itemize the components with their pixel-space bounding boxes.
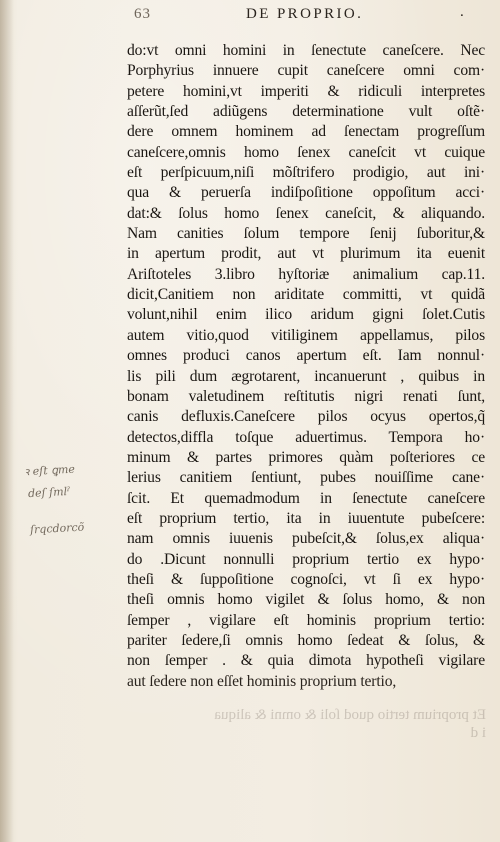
text-line: autem vitio,quod vitiliginem appellamus, pilos: [127, 326, 485, 344]
text-line: detectos,diffla toſque aduertimus. Tempora ho·: [127, 428, 485, 446]
text-line: do .Dicunt nonnulli proprium tertio ex hypo·: [127, 550, 485, 568]
text-line: in apertum prodit, aut vt plurimum ita euenit: [127, 245, 485, 263]
text-line: non ſemper . & quia dimota hypotheſi vigilare: [127, 652, 485, 670]
margin-annotation: ſrqcdorcõ: [29, 520, 85, 537]
running-head: DE PROPRIO.: [246, 6, 364, 22]
page-number: 63: [134, 6, 151, 22]
text-line: eſt proprium tertio, ita in iuuentute pubeſcere:: [127, 509, 485, 527]
gutter-shadow: [0, 0, 14, 842]
text-line: petere homini,vt imperiti & ridiculi interpretes: [127, 82, 485, 100]
text-line: Ariſtoteles 3.libro hyſtoriæ animalium cap.11.: [127, 265, 485, 283]
text-line: qua & peruerſa indiſpoſitione oppoſitum acci·: [127, 184, 485, 202]
text-line: caneſcere,omnis homo ſenex caneſcit vt cuique: [127, 143, 485, 161]
text-line: lerius canitiem ſentiunt, pubes nouiſſime cane·: [127, 469, 485, 487]
text-line: bonam valetudinem reſtitutis nigri renati ſunt,: [127, 387, 485, 405]
text-line: dere omnem hominem ad ſenectam progreſſum: [127, 123, 485, 141]
text-line: volunt,nihil enim ilico aridum gigni ſolet.Cutis: [127, 306, 485, 324]
text-line: nam omnis iuuenis pubeſcit,& ſolus,ex aliqua·: [127, 530, 485, 548]
margin-annotation: ꝛ eſt ꝗme: [23, 462, 76, 479]
text-line: dat:& ſolus homo ſenex caneſcit, & aliquando.: [127, 204, 485, 222]
text-line: dicit,Canitiem non ariditate committi, vt quidã: [127, 286, 485, 304]
text-line: minum & partes primores quàm poſteriores ce: [127, 448, 485, 466]
bleed-line: Et proprium tertio quod ſoli & omni & aliqua: [214, 707, 486, 723]
text-line: Nam canities ſolum tempore ſenij ſuboritur,&: [127, 225, 485, 243]
text-line: pariter ſedere,ſi omnis homo ſedeat & ſolus, &: [127, 631, 485, 649]
text-line: canis defluxis.Caneſcere pilos ocyus opertos,q̃: [127, 408, 485, 426]
body-text: [127, 41, 485, 692]
text-line: eſt perſpicuum,niſi mõſtrifero prodigio, aut ini·: [127, 164, 485, 182]
text-line: ſemper , vigilare eſt hominis proprium tertio:: [127, 611, 485, 629]
text-line: aſſerũt,ſed adiũgens determinatione vult oſtẽ·: [127, 103, 485, 121]
header-mark: .: [460, 4, 464, 20]
text-line: lis pili dum ægrotarent, incanuerunt , quibus in: [127, 367, 485, 385]
bleed-through-text: [126, 706, 486, 742]
text-line: theſi omnis homo vigilet & ſolus homo, & non: [127, 591, 485, 609]
text-line: Porphyrius innuere cupit caneſcere omni com·: [127, 62, 485, 80]
margin-annotation: deſ ſmlˀ: [27, 484, 71, 501]
text-line: theſi & ſuppoſitione cognoſci, vt ſi ex hypo·: [127, 570, 485, 588]
text-line: do:vt omni homini in ſenectute caneſcere. Nec: [127, 42, 485, 59]
bleed-line: i d: [470, 725, 486, 741]
text-line: aut ſedere non eſſet hominis proprium tertio,: [127, 672, 397, 690]
text-line: ſcit. Et quemadmodum in ſenectute caneſcere: [127, 489, 485, 507]
text-line: omnes produci canos apertum eſt. Iam nonnul·: [127, 347, 485, 365]
